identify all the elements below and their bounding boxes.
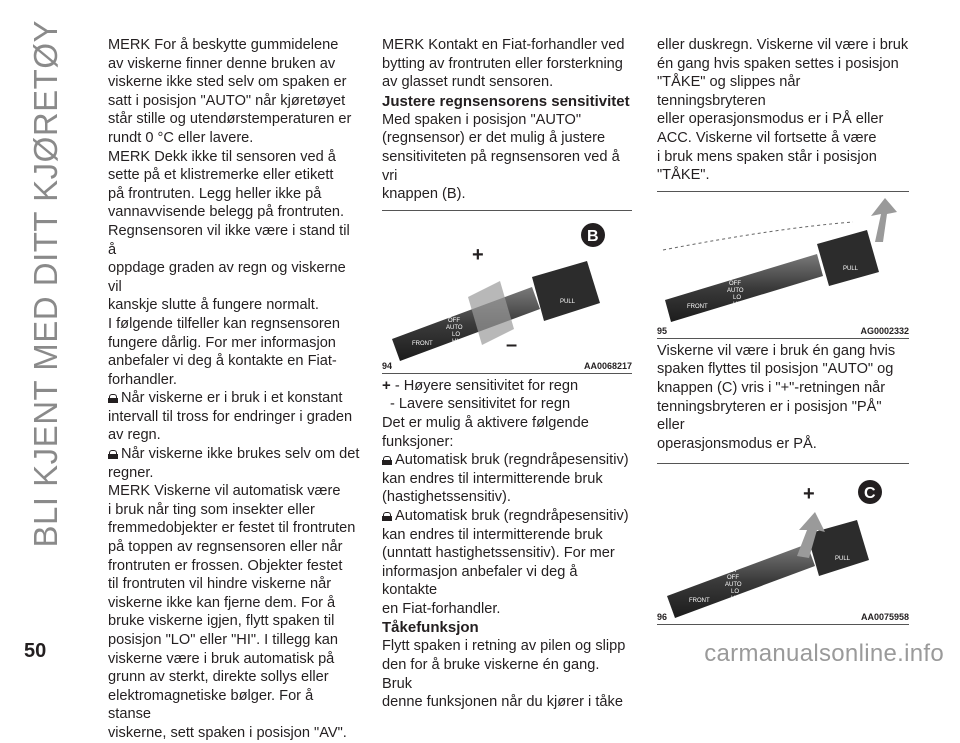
text-line: Viskerne vil være i bruk én gang hvis xyxy=(657,342,896,359)
text-line: (hastighetssensitiv). xyxy=(382,489,511,506)
text-line: funksjoner: xyxy=(382,433,454,450)
text-line: posisjon "LO" eller "HI". I tillegg kan xyxy=(108,632,339,648)
text-line: MERK Dekk ikke til sensoren ved å xyxy=(108,148,336,165)
lever-label-auto: AUTO xyxy=(725,582,742,589)
lever-label-lo: LO xyxy=(731,589,740,596)
section-heading: Tåkefunksjon xyxy=(382,619,479,637)
lever-label-pull: PULL xyxy=(560,298,576,305)
text-line: (unntatt hastighetssensitiv). For mer xyxy=(382,545,615,562)
figure-code: AA0068217 xyxy=(583,360,632,371)
lever-knob xyxy=(817,230,879,286)
text-line: satt i posisjon "AUTO" når kjøretøyet xyxy=(108,92,346,109)
text-line: sensitiviteten på regnsensoren ved å vri xyxy=(382,148,620,184)
text-line: rundt 0 °C eller lavere. xyxy=(108,129,254,146)
figure-number: 96 xyxy=(657,612,668,623)
bullet-icon xyxy=(108,393,118,403)
bullet-text: Når viskerne er i bruk i et konstant xyxy=(121,390,343,407)
lever-label-pull: PULL xyxy=(843,265,859,272)
text-line: anbefaler vi deg å kontakte en Fiat- xyxy=(108,353,337,370)
text-line: MERK For å beskytte gummidelene xyxy=(108,37,339,53)
lever-label-front: FRONT xyxy=(412,340,433,347)
text-line: "TÅKE" og slippes når tenningsbryteren xyxy=(657,74,801,109)
bullet-icon xyxy=(382,455,392,465)
text-line: av viskerne finner denne bruken av xyxy=(108,55,336,72)
lever-label-off: OFF xyxy=(729,280,741,287)
figure-96 xyxy=(657,463,909,625)
text-line: operasjonsmodus er PÅ. xyxy=(657,435,817,452)
plus-symbol: + xyxy=(472,243,484,266)
minus-symbol: – xyxy=(506,333,518,356)
text-line: på frontruten. Legg heller ikke på xyxy=(108,185,322,202)
text-line: eller duskregn. Viskerne vil være i bruk xyxy=(657,37,909,53)
lever-label-front: FRONT xyxy=(689,598,710,605)
text-line: elektromagnetiske bølger. For å stanse xyxy=(108,687,314,723)
bullet-item xyxy=(382,507,632,526)
text-line: knappen (B). xyxy=(382,186,466,203)
text-line: viskerne være i bruk automatisk på xyxy=(108,650,335,667)
lever-label-auto: AUTO xyxy=(727,287,744,294)
text-line: av glasset rundt sensoren. xyxy=(382,74,554,91)
text-line: bruke viskerne igjen, flytt spaken til xyxy=(108,613,335,630)
text-line: viskerne ikke kan fjerne dem. For å xyxy=(108,594,336,611)
lever-label-mist: MIST xyxy=(723,568,738,575)
bullet-item xyxy=(108,445,360,464)
section-heading: Justere regnsensorens sensitivitet xyxy=(382,92,630,110)
text-line: står stille og utendørstemperaturen er xyxy=(108,111,352,128)
lever-label-front: FRONT xyxy=(687,303,708,310)
lever-stalk xyxy=(665,254,823,322)
text-line: kan endres til intermitterende bruk xyxy=(382,526,603,543)
bullet-item xyxy=(108,389,360,408)
text-line: tenningsbryteren er i posisjon "PÅ" eller xyxy=(657,398,882,434)
text-line: i bruk når ting som insekter eller xyxy=(108,501,315,518)
text-line: en Fiat-forhandler. xyxy=(382,600,501,617)
text-line: Flytt spaken i retning av pilen og slipp xyxy=(382,638,626,655)
column-1 xyxy=(108,36,360,743)
bullet-item xyxy=(382,451,632,470)
text-line: (regnsensor) er det mulig å justere xyxy=(382,130,606,147)
text-line: den for å bruke viskerne én gang. Bruk xyxy=(382,657,600,692)
figure-number: 94 xyxy=(382,360,393,371)
text-line: I følgende tilfeller kan regnsensoren xyxy=(108,315,341,332)
lever-label-off: OFF xyxy=(448,317,460,324)
lever-label-mist: MIST xyxy=(444,310,459,317)
text-line: "TÅKE". xyxy=(657,167,710,184)
bullet-text: Når viskerne ikke brukes selv om det xyxy=(121,446,360,463)
text-line: fremmedobjekter er festet til frontruten xyxy=(108,520,356,537)
text-line: forhandler. xyxy=(108,371,177,388)
text-line: informasjon anbefaler vi deg å kontakte xyxy=(382,563,578,599)
text-line: på toppen av regnsensoren eller når xyxy=(108,539,343,556)
text-line: vannavvisende belegg på frontruten. xyxy=(108,204,345,221)
lever-label-hi: HI xyxy=(452,338,458,345)
text-line: Regnsensoren vil ikke være i stand til å xyxy=(108,222,350,258)
text-line: grunn av sterkt, direkte sollys eller xyxy=(108,669,329,686)
text-line: viskerne, sett spaken i posisjon "AV". xyxy=(108,724,347,741)
text-line: bytting av frontruten eller forsterkning xyxy=(382,55,623,72)
text-line: frontruten er frossen. Objekter festet xyxy=(108,557,343,574)
plus-description xyxy=(382,377,632,396)
figure-code: AG0002332 xyxy=(860,325,909,336)
bullet-icon xyxy=(382,511,392,521)
lever-label-auto: AUTO xyxy=(446,324,463,331)
column-2 xyxy=(382,36,632,712)
text-line: kan endres til intermitterende bruk xyxy=(382,470,603,487)
text-line: knappen (C) vris i "+"-retningen når xyxy=(657,379,886,396)
wiper-lever-button-c-illustration xyxy=(657,464,909,624)
callout-letter: B xyxy=(587,227,599,245)
text-line: MERK Viskerne vil automatisk være xyxy=(108,483,341,500)
text-line: viskerne ikke sted selv om spaken er xyxy=(108,74,347,91)
lever-knob xyxy=(532,261,600,321)
watermark: carmanualsonline.info xyxy=(704,640,944,667)
plus-symbol: + xyxy=(803,483,815,506)
text-line: i bruk mens spaken står i posisjon xyxy=(657,148,877,165)
text-line: intervall til tross for endringer i graden xyxy=(108,408,353,425)
text-line: Med spaken i posisjon "AUTO" xyxy=(382,111,582,128)
text-line: regner. xyxy=(108,464,154,481)
text-line: én gang hvis spaken settes i posisjon xyxy=(657,55,899,72)
text-line: eller operasjonsmodus er i PÅ eller xyxy=(657,111,884,128)
text-line: MERK Kontakt en Fiat-forhandler ved xyxy=(382,37,625,53)
lever-label-lo: LO xyxy=(452,331,461,338)
figure-code: AA0075958 xyxy=(860,612,909,623)
chapter-title-text: BLI KJENT MED DITT KJØRETØY xyxy=(27,20,64,548)
bullet-text: Automatisk bruk (regndråpesensitiv) xyxy=(395,507,629,524)
text-line: fungere dårlig. For mer informasjon xyxy=(108,334,336,351)
lever-label-hi: HI xyxy=(733,301,739,308)
text-line: til frontruten vil hindre viskerne når xyxy=(108,576,332,593)
column-3 xyxy=(657,36,909,628)
text-line: denne funksjonen når du kjører i tåke xyxy=(382,694,623,711)
plus-text: - Høyere sensitivitet for regn xyxy=(394,377,579,394)
figure-95 xyxy=(657,191,909,339)
text-line: Det er mulig å aktivere følgende xyxy=(382,414,589,431)
page-number: 50 xyxy=(24,640,47,662)
wiper-lever-mist-illustration xyxy=(657,192,909,338)
bullet-icon xyxy=(108,449,118,459)
lever-stalk xyxy=(392,287,540,361)
figure-number: 95 xyxy=(657,325,668,336)
figure-94 xyxy=(382,210,632,374)
bullet-text: Automatisk bruk (regndråpesensitiv) xyxy=(395,452,629,469)
text-line: oppdage graden av regn og viskerne vil xyxy=(108,260,346,295)
sidebar-chapter-title xyxy=(22,18,70,628)
plus-icon: + xyxy=(382,376,391,394)
wiper-lever-illustration xyxy=(382,211,632,373)
lever-stalk xyxy=(667,544,815,618)
lever-label-mist: MIST xyxy=(725,273,740,280)
minus-description: - Lavere sensitivitet for regn xyxy=(390,396,571,413)
text-line: av regn. xyxy=(108,427,161,444)
direction-arrow xyxy=(871,198,897,242)
text-line: spaken flyttes til posisjon "AUTO" og xyxy=(657,361,894,378)
lever-label-off: OFF xyxy=(727,575,739,582)
text-line: ACC. Viskerne vil fortsette å være xyxy=(657,129,877,146)
lever-label-lo: LO xyxy=(733,294,742,301)
lever-label-pull: PULL xyxy=(835,556,851,563)
lever-label-hi: HI xyxy=(731,596,737,603)
callout-letter: C xyxy=(864,485,876,503)
text-line: sette på et klistremerke eller etikett xyxy=(108,167,334,184)
text-line: kanskje slutte å fungere normalt. xyxy=(108,297,319,314)
